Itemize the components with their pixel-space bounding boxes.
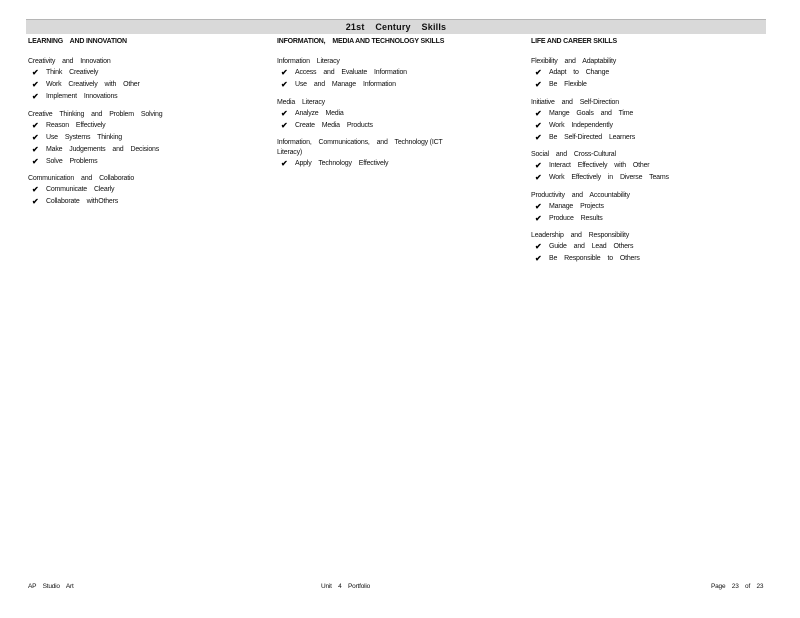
- group-title: Initiative and Self-Direction: [531, 98, 619, 106]
- footer-course: AP Studio Art: [28, 583, 74, 590]
- checkmark-icon: ✔: [535, 68, 542, 77]
- item-label: Be Flexible: [549, 81, 587, 88]
- checkmark-icon: ✔: [535, 201, 542, 211]
- column-information-media-technology: [277, 37, 512, 176]
- list-item: [277, 67, 512, 79]
- checkmark-icon: ✔: [32, 68, 39, 77]
- item-label: Make Judgements and Decisions: [46, 145, 160, 153]
- group-title: Productivity and Accountability: [531, 191, 630, 199]
- list-item: [28, 143, 263, 155]
- item-label: Adapt to Change: [549, 69, 610, 76]
- group-title: Social and Cross-Cultural: [531, 151, 616, 158]
- checkmark-icon: ✔: [32, 92, 39, 101]
- item-label: Think Creatively: [46, 69, 99, 76]
- group-title: Information, Communications, and Technology (ICT Literacy): [277, 139, 450, 156]
- page-title: 21st Century Skills: [26, 19, 766, 34]
- list-item: [531, 119, 766, 131]
- list-item: [28, 184, 263, 196]
- item-label: Implement Innovations: [46, 93, 118, 100]
- list-item: [28, 119, 263, 131]
- column-life-career: [531, 37, 766, 272]
- column-heading: LEARNING AND INNOVATION: [28, 38, 127, 45]
- checkmark-icon: ✔: [281, 158, 288, 168]
- checkmark-icon: ✔: [32, 144, 39, 154]
- skill-group: [28, 174, 263, 208]
- list-item: [277, 157, 512, 169]
- skill-group: [531, 231, 766, 265]
- item-label: Be Self-Directed Learners: [549, 133, 636, 141]
- checkmark-icon: ✔: [535, 242, 542, 251]
- list-item: [277, 107, 512, 119]
- item-label: Analyze Media: [295, 109, 344, 117]
- list-item: [531, 107, 766, 119]
- item-label: Produce Results: [549, 214, 603, 222]
- list-item: [531, 200, 766, 212]
- checkmark-icon: ✔: [535, 213, 542, 223]
- group-title: Leadership and Responsibility: [531, 232, 630, 239]
- list-item: [277, 119, 512, 131]
- checkmark-icon: ✔: [32, 80, 39, 89]
- item-label: Solve Problems: [46, 157, 98, 165]
- item-label: Mange Goals and Time: [549, 109, 634, 117]
- footer-page-number: Page 23 of 23: [711, 583, 764, 590]
- item-label: Access and Evaluate Information: [295, 69, 407, 76]
- skill-group: [277, 98, 512, 132]
- list-item: [531, 131, 766, 143]
- checkmark-icon: ✔: [281, 80, 288, 89]
- item-label: Work Creatively with Other: [46, 81, 140, 88]
- item-label: Interact Effectively with Other: [549, 162, 650, 169]
- column-heading: LIFE AND CAREER SKILLS: [531, 38, 617, 45]
- group-title: Communication and Collaboratio: [28, 175, 135, 182]
- list-item: [28, 67, 263, 79]
- list-item: [531, 253, 766, 265]
- list-item: [277, 79, 512, 91]
- skill-group: [277, 138, 512, 169]
- checkmark-icon: ✔: [281, 68, 288, 77]
- item-label: Apply Technology Effectively: [295, 159, 389, 167]
- item-label: Manage Projects: [549, 202, 604, 210]
- list-item: [531, 67, 766, 79]
- checkmark-icon: ✔: [535, 80, 542, 89]
- checkmark-icon: ✔: [32, 132, 39, 142]
- list-item: [28, 131, 263, 143]
- list-item: [531, 212, 766, 224]
- checkmark-icon: ✔: [535, 120, 542, 130]
- checkmark-icon: ✔: [32, 156, 39, 166]
- group-title: Media Literacy: [277, 98, 325, 106]
- column-heading: INFORMATION, MEDIA AND TECHNOLOGY SKILLS: [277, 38, 445, 45]
- skill-group: [531, 57, 766, 91]
- footer-unit: Unit 4 Portfolio: [321, 583, 371, 590]
- checkmark-icon: ✔: [32, 197, 39, 206]
- list-item: [531, 172, 766, 184]
- item-label: Create Media Products: [295, 121, 373, 129]
- list-item: [531, 241, 766, 253]
- item-label: Collaborate withOthers: [46, 198, 119, 205]
- skill-group: [531, 98, 766, 144]
- item-label: Guide and Lead Others: [549, 243, 634, 250]
- checkmark-icon: ✔: [535, 132, 542, 142]
- item-label: Work Independently: [549, 121, 613, 129]
- checkmark-icon: ✔: [32, 120, 39, 130]
- list-item: [28, 155, 263, 167]
- checkmark-icon: ✔: [32, 185, 39, 194]
- checkmark-icon: ✔: [535, 254, 542, 263]
- skill-group: [28, 57, 263, 103]
- checkmark-icon: ✔: [535, 173, 542, 182]
- item-label: Use Systems Thinking: [46, 133, 122, 141]
- group-title: Creative Thinking and Problem Solving: [28, 110, 163, 118]
- checkmark-icon: ✔: [281, 108, 288, 118]
- group-title: Creativity and Innovation: [28, 58, 111, 65]
- list-item: [28, 196, 263, 208]
- group-title: Information Literacy: [277, 58, 340, 65]
- group-title: Flexibility and Adaptability: [531, 58, 617, 65]
- item-label: Work Effectively in Diverse Teams: [549, 174, 669, 181]
- list-item: [531, 79, 766, 91]
- skill-group: [28, 110, 263, 168]
- skill-group: [531, 191, 766, 225]
- skill-group: [277, 57, 512, 91]
- item-label: Communicate Clearly: [46, 186, 115, 193]
- list-item: [28, 79, 263, 91]
- skill-group: [531, 150, 766, 184]
- item-label: Reason Effectively: [46, 121, 106, 129]
- checkmark-icon: ✔: [535, 108, 542, 118]
- checkmark-icon: ✔: [535, 161, 542, 170]
- list-item: [531, 160, 766, 172]
- checkmark-icon: ✔: [281, 120, 288, 130]
- column-learning-innovation: [28, 37, 263, 215]
- list-item: [28, 91, 263, 103]
- item-label: Be Responsible to Others: [549, 255, 640, 262]
- item-label: Use and Manage Information: [295, 81, 396, 88]
